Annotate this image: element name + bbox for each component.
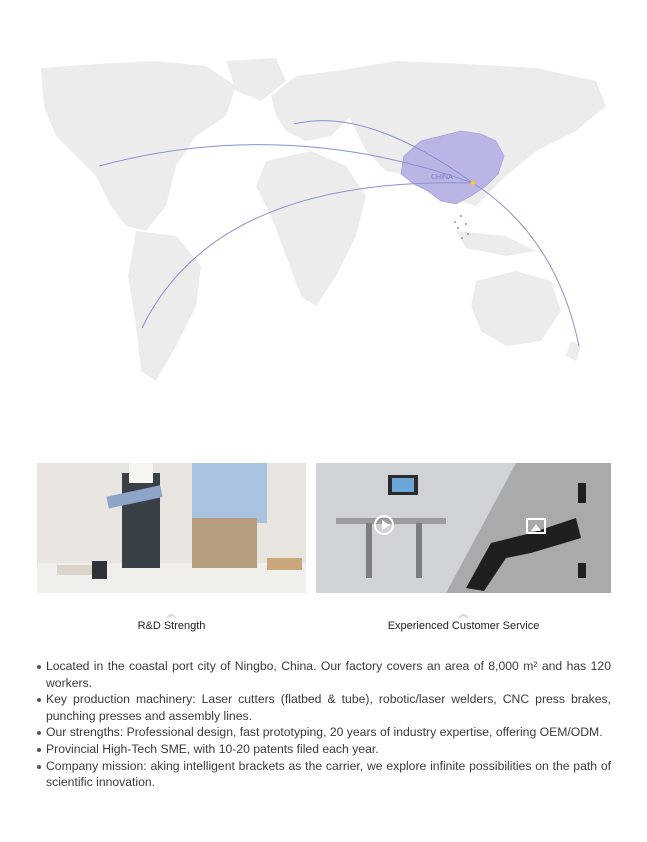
chevron-up-icon: ︽ — [166, 609, 176, 619]
australia-shape — [471, 271, 561, 346]
customer-service-caption — [316, 610, 611, 632]
view-gallery-button[interactable] — [526, 518, 546, 534]
customer-service-label: Experienced Customer Service — [387, 620, 540, 632]
company-facts-list — [36, 658, 611, 791]
customer-service-image — [316, 463, 611, 593]
rd-strength-label: R&D Strength — [137, 620, 206, 632]
north-america-shape — [41, 61, 236, 231]
list-item: Located in the coastal port city of Ningbo, China. Our factory covers an area of 8,000 m² and has 120 workers. — [36, 658, 611, 691]
chevron-up-icon: ︽ — [458, 609, 468, 619]
image-icon — [531, 524, 541, 531]
world-map — [36, 56, 616, 386]
list-item: Key production machinery: Laser cutters (flatbed & tube), robotic/laser welders, CNC press brakes, punching presses and assembly lines. — [36, 691, 611, 724]
list-item: Provincial High-Tech SME, with 10-20 patents filed each year. — [36, 741, 611, 758]
south-america-shape — [128, 231, 201, 381]
play-video-button[interactable] — [374, 515, 394, 535]
list-item: Our strengths: Professional design, fast prototyping, 20 years of industry expertise, offering OEM/ODM. — [36, 724, 611, 741]
china-label: CHINA — [431, 174, 453, 181]
list-item: Company mission: aking intelligent brackets as the carrier, we explore infinite possibilities on the path of scientific innovation. — [36, 758, 611, 791]
rd-strength-image — [37, 463, 306, 593]
play-icon — [382, 520, 390, 530]
africa-shape — [256, 151, 366, 306]
rd-strength-caption — [37, 610, 306, 632]
ningbo-marker — [471, 181, 476, 186]
